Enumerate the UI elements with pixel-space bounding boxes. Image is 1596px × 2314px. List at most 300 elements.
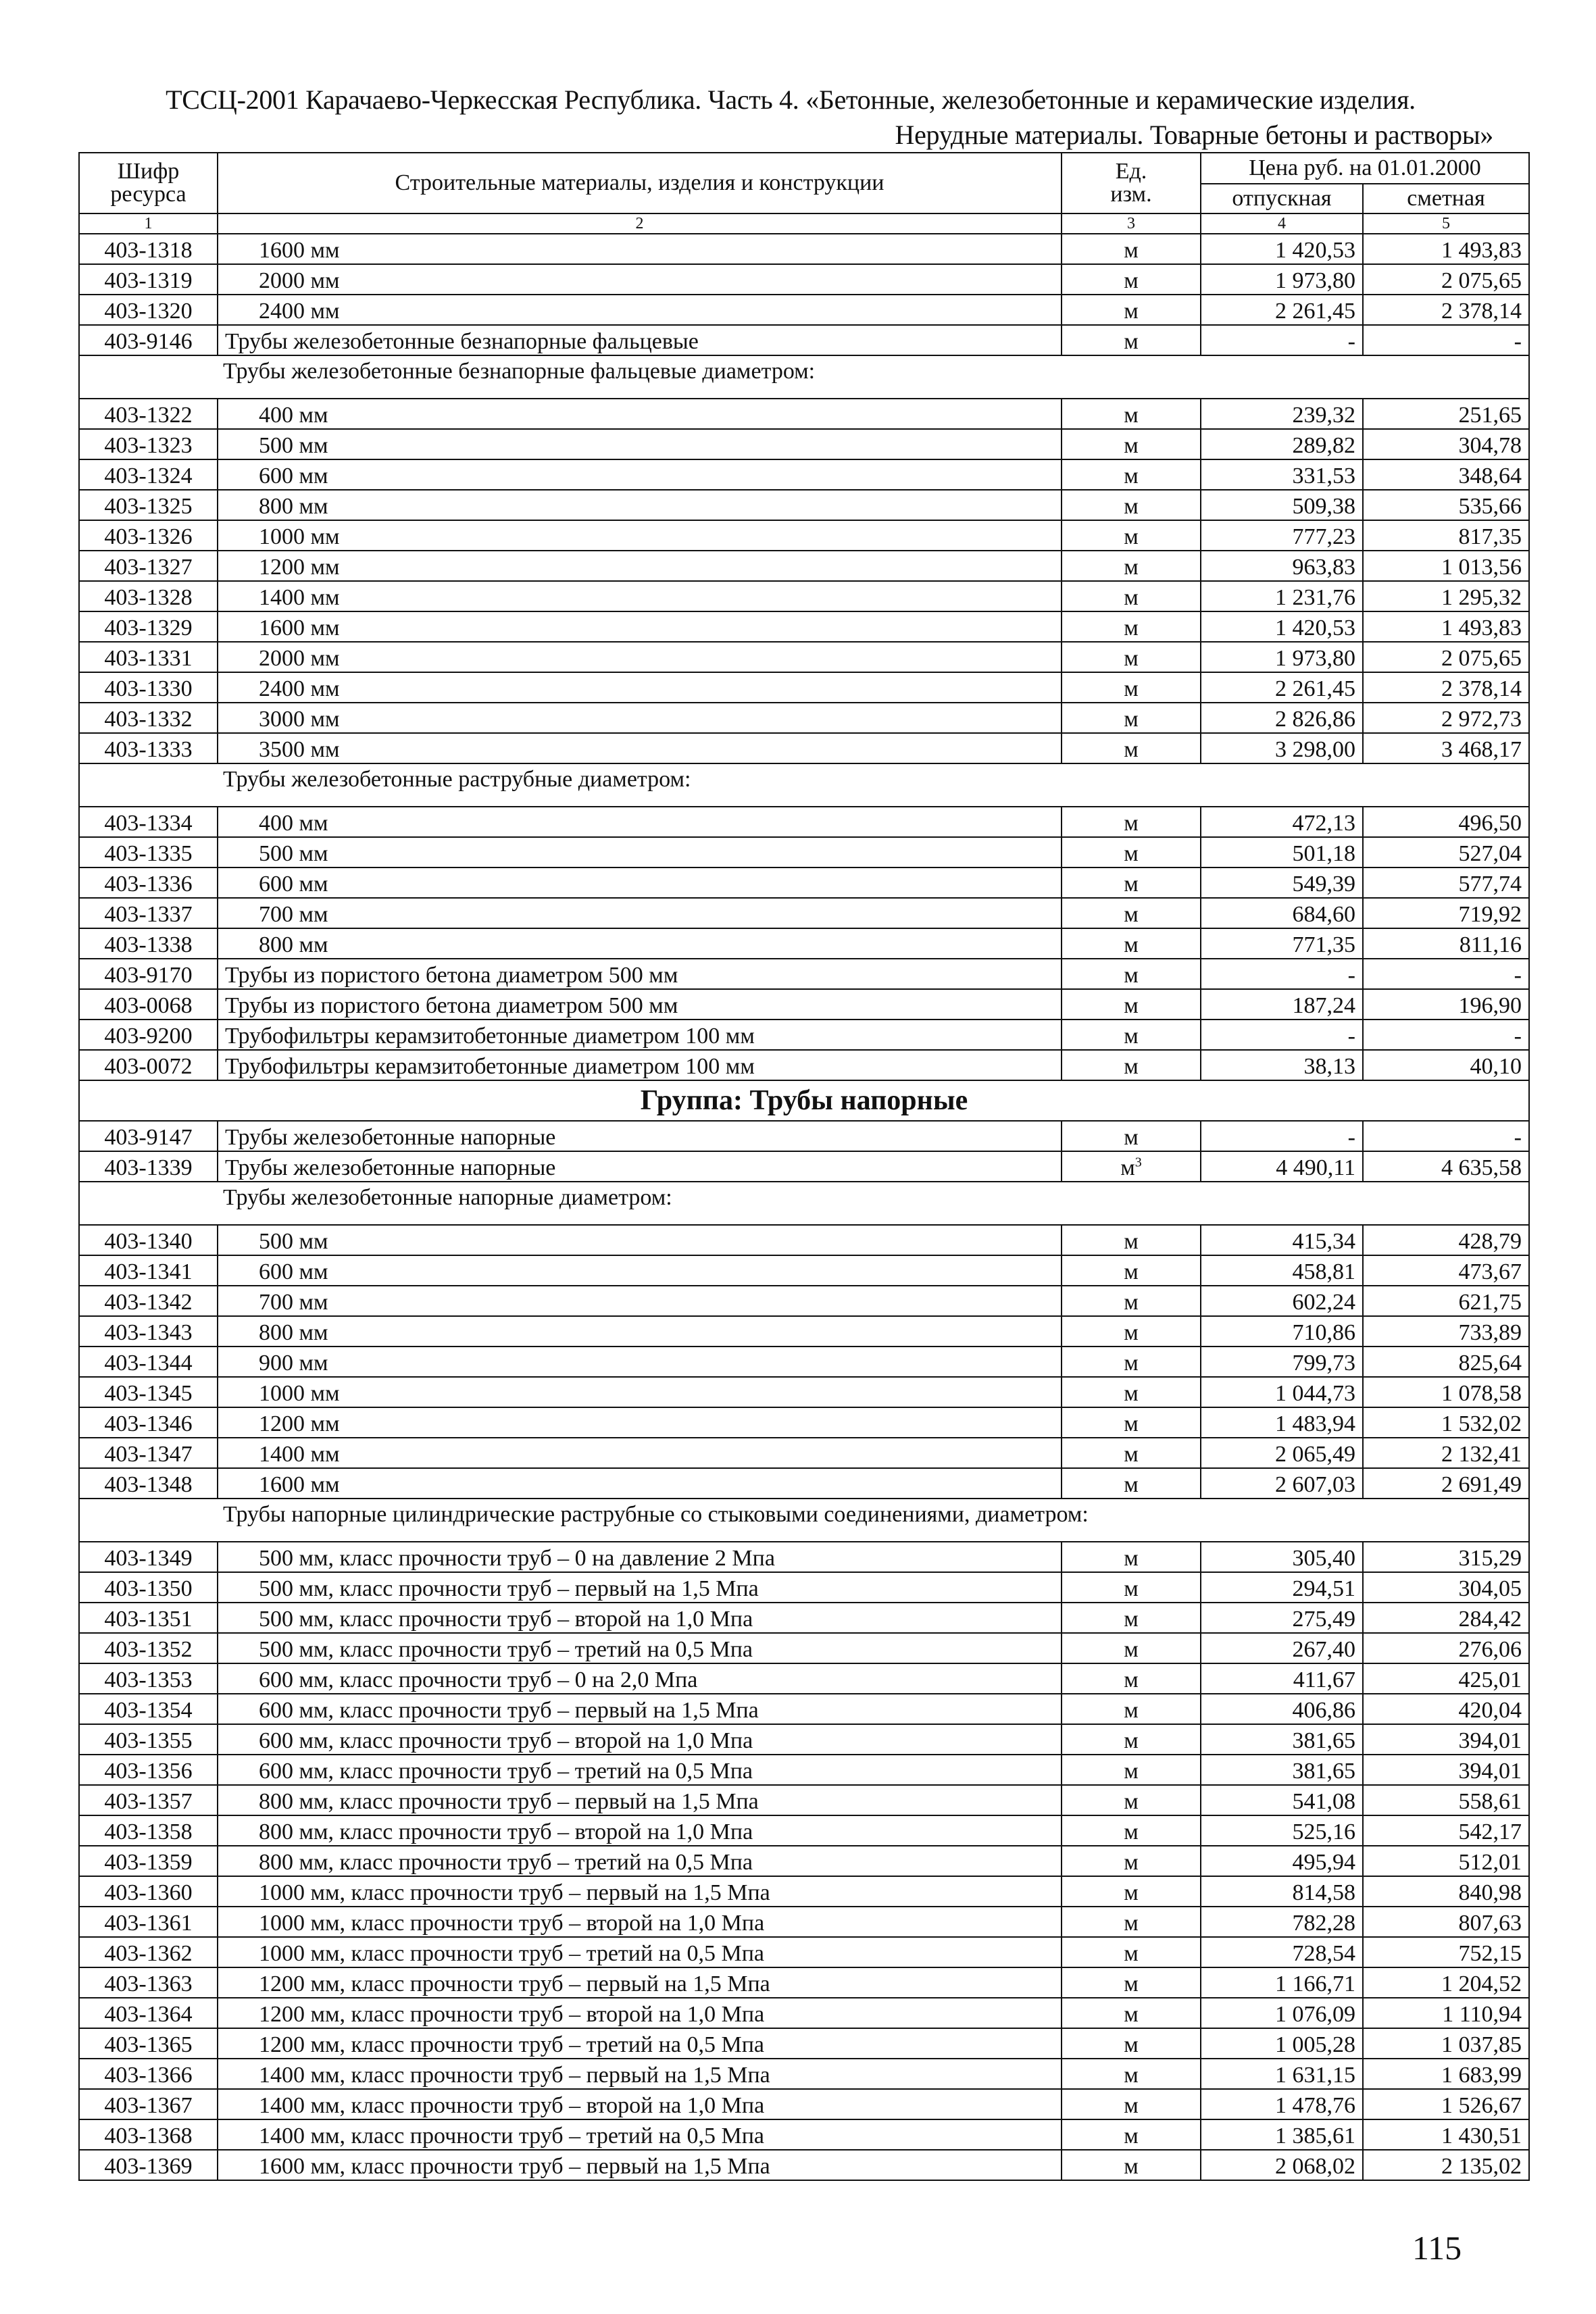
estimate-price: 40,10 — [1363, 1050, 1529, 1080]
resource-code: 403-1360 — [79, 1876, 218, 1907]
unit-text: м — [1124, 1290, 1139, 1315]
material-name: 2400 мм — [218, 295, 1062, 325]
material-name: 500 мм, класс прочности труб – первый на 1,5 Мпа — [218, 1572, 1062, 1603]
material-name: 1600 мм — [218, 1468, 1062, 1499]
material-name: 1000 мм, класс прочности труб – второй на 1,0 Мпа — [218, 1907, 1062, 1937]
material-name: 600 мм, класс прочности труб – третий на 0,5 Мпа — [218, 1755, 1062, 1785]
material-name: 1000 мм, класс прочности труб – первый на 1,5 Мпа — [218, 1876, 1062, 1907]
table-row — [79, 1633, 1529, 1663]
material-name: 1000 мм — [218, 1377, 1062, 1407]
unit-of-measure — [1062, 1755, 1201, 1785]
table-row — [79, 672, 1529, 703]
unit-of-measure — [1062, 898, 1201, 928]
estimate-price: 811,16 — [1363, 928, 1529, 959]
material-name: 1200 мм, класс прочности труб – третий на 0,5 Мпа — [218, 2028, 1062, 2059]
table-row — [79, 2150, 1529, 2180]
release-price: 684,60 — [1201, 898, 1363, 928]
unit-of-measure — [1062, 551, 1201, 581]
resource-code: 403-1365 — [79, 2028, 218, 2059]
estimate-price: 542,17 — [1363, 1815, 1529, 1846]
price-table — [78, 152, 1530, 2181]
unit-text: м — [1124, 238, 1139, 263]
unit-text: м — [1124, 872, 1139, 897]
column-header-name: Строительные материалы, изделия и конструкции — [218, 153, 1062, 213]
release-price: 381,65 — [1201, 1755, 1363, 1785]
column-header-estimate-price: сметная — [1363, 184, 1529, 213]
resource-code: 403-1318 — [79, 234, 218, 264]
material-name: 600 мм, класс прочности труб – второй на 1,0 Мпа — [218, 1724, 1062, 1755]
release-price: 799,73 — [1201, 1347, 1363, 1377]
estimate-price: - — [1363, 959, 1529, 989]
table-row — [79, 1542, 1529, 1572]
unit-of-measure — [1062, 928, 1201, 959]
table-row — [79, 1785, 1529, 1815]
estimate-price: 1 037,85 — [1363, 2028, 1529, 2059]
estimate-price: 512,01 — [1363, 1846, 1529, 1876]
material-name: Трубы из пористого бетона диаметром 500 мм — [218, 959, 1062, 989]
resource-code: 403-1348 — [79, 1468, 218, 1499]
unit-text: м — [1124, 1759, 1139, 1784]
resource-code: 403-1339 — [79, 1151, 218, 1182]
table-row — [79, 2089, 1529, 2119]
resource-code: 403-1346 — [79, 1407, 218, 1438]
estimate-price: 4 635,58 — [1363, 1151, 1529, 1182]
group-row — [79, 1080, 1529, 1121]
resource-code: 403-1319 — [79, 264, 218, 295]
unit-of-measure — [1062, 837, 1201, 867]
estimate-price: 473,67 — [1363, 1255, 1529, 1286]
table-row — [79, 1377, 1529, 1407]
estimate-price: 733,89 — [1363, 1316, 1529, 1347]
resource-code: 403-1324 — [79, 459, 218, 490]
release-price: 1 005,28 — [1201, 2028, 1363, 2059]
estimate-price: 807,63 — [1363, 1907, 1529, 1937]
release-price: 187,24 — [1201, 989, 1363, 1020]
resource-code: 403-1338 — [79, 928, 218, 959]
unit-text: м — [1124, 811, 1139, 836]
estimate-price: 2 075,65 — [1363, 264, 1529, 295]
material-name: 1200 мм, класс прочности труб – второй на 1,0 Мпа — [218, 1998, 1062, 2028]
estimate-price: 304,05 — [1363, 1572, 1529, 1603]
unit-of-measure — [1062, 2059, 1201, 2089]
material-name: 900 мм — [218, 1347, 1062, 1377]
material-name: 2000 мм — [218, 264, 1062, 295]
estimate-price: 2 075,65 — [1363, 642, 1529, 672]
material-name: 1000 мм — [218, 520, 1062, 551]
unit-text: м — [1124, 1576, 1139, 1601]
material-name: 600 мм, класс прочности труб – первый на 1,5 Мпа — [218, 1694, 1062, 1724]
subheading-row — [79, 1182, 1529, 1225]
unit-of-measure — [1062, 703, 1201, 733]
table-row — [79, 1316, 1529, 1347]
estimate-price: 1 110,94 — [1363, 1998, 1529, 2028]
release-price: 501,18 — [1201, 837, 1363, 867]
table-row — [79, 1967, 1529, 1998]
material-name: 1400 мм — [218, 1438, 1062, 1468]
unit-text: м — [1124, 1789, 1139, 1814]
resource-code: 403-1359 — [79, 1846, 218, 1876]
release-price: 2 261,45 — [1201, 672, 1363, 703]
material-name: 1600 мм — [218, 611, 1062, 642]
resource-code: 403-1323 — [79, 429, 218, 459]
resource-code: 403-1336 — [79, 867, 218, 898]
resource-code: 403-1363 — [79, 1967, 218, 1998]
material-name: Трубы железобетонные напорные — [218, 1151, 1062, 1182]
subheading-text: Трубы напорные цилиндрические раструбные со стыковыми соединениями, диаметром: — [79, 1499, 1529, 1542]
unit-of-measure — [1062, 807, 1201, 837]
estimate-price: 2 691,49 — [1363, 1468, 1529, 1499]
document-title-line-1: ТССЦ-2001 Карачаево-Черкесская Республика. Часть 4. «Бетонные, железобетонные и керамические изделия. — [166, 84, 1416, 115]
resource-code: 403-1355 — [79, 1724, 218, 1755]
table-row — [79, 1020, 1529, 1050]
unit-of-measure — [1062, 1937, 1201, 1967]
release-price: 782,28 — [1201, 1907, 1363, 1937]
unit-text: м — [1124, 524, 1139, 549]
unit-text: м — [1124, 1351, 1139, 1376]
unit-of-measure — [1062, 234, 1201, 264]
release-price: 602,24 — [1201, 1286, 1363, 1316]
estimate-price: 719,92 — [1363, 898, 1529, 928]
table-row — [79, 837, 1529, 867]
material-name: 500 мм, класс прочности труб – 0 на давление 2 Мпа — [218, 1542, 1062, 1572]
unit-text: м — [1124, 1850, 1139, 1875]
unit-of-measure — [1062, 1694, 1201, 1724]
unit-of-measure — [1062, 2150, 1201, 2180]
unit-of-measure — [1062, 399, 1201, 429]
table-row — [79, 520, 1529, 551]
material-name: Трубы из пористого бетона диаметром 500 мм — [218, 989, 1062, 1020]
subheading-row — [79, 355, 1529, 399]
estimate-price: 1 526,67 — [1363, 2089, 1529, 2119]
estimate-price: 1 078,58 — [1363, 1377, 1529, 1407]
table-row — [79, 928, 1529, 959]
estimate-price: 2 378,14 — [1363, 295, 1529, 325]
unit-of-measure — [1062, 1724, 1201, 1755]
column-header-unit — [1062, 153, 1201, 213]
material-name: 700 мм — [218, 1286, 1062, 1316]
resource-code: 403-1334 — [79, 807, 218, 837]
estimate-price: 348,64 — [1363, 459, 1529, 490]
material-name: 2000 мм — [218, 642, 1062, 672]
unit-text: м — [1124, 1381, 1139, 1406]
release-price: 2 068,02 — [1201, 2150, 1363, 2180]
unit-of-measure — [1062, 459, 1201, 490]
column-header-release-price: отпускная — [1201, 184, 1363, 213]
unit-text: м — [1124, 1411, 1139, 1436]
table-row — [79, 1907, 1529, 1937]
release-price: 275,49 — [1201, 1603, 1363, 1633]
group-heading: Группа: Трубы напорные — [79, 1080, 1529, 1121]
unit-text: м — [1124, 2063, 1139, 2088]
material-name: 2400 мм — [218, 672, 1062, 703]
table-body — [79, 234, 1529, 2180]
unit-text: м — [1124, 2032, 1139, 2057]
resource-code: 403-1368 — [79, 2119, 218, 2150]
material-name: 1400 мм, класс прочности труб – второй на 1,0 Мпа — [218, 2089, 1062, 2119]
unit-of-measure — [1062, 989, 1201, 1020]
unit-of-measure — [1062, 1603, 1201, 1633]
material-name: 800 мм — [218, 490, 1062, 520]
unit-text: м — [1124, 1941, 1139, 1966]
estimate-price: 2 135,02 — [1363, 2150, 1529, 2180]
release-price: 728,54 — [1201, 1937, 1363, 1967]
resource-code: 403-1328 — [79, 581, 218, 611]
resource-code: 403-9200 — [79, 1020, 218, 1050]
estimate-price: 251,65 — [1363, 399, 1529, 429]
unit-of-measure — [1062, 1286, 1201, 1316]
material-name: 500 мм — [218, 1225, 1062, 1255]
column-header-code-line2: ресурса — [110, 182, 186, 207]
column-header-unit-line2: изм. — [1110, 182, 1152, 207]
column-header-price-group: Цена руб. на 01.01.2000 — [1201, 153, 1529, 184]
subheading-text: Трубы железобетонные раструбные диаметром: — [79, 763, 1529, 807]
table-row — [79, 399, 1529, 429]
column-number-row — [79, 213, 1529, 234]
release-price: 38,13 — [1201, 1050, 1363, 1080]
column-header-code — [79, 153, 218, 213]
unit-of-measure — [1062, 1050, 1201, 1080]
subheading-text: Трубы железобетонные безнапорные фальцевые диаметром: — [79, 355, 1529, 399]
material-name: 500 мм — [218, 837, 1062, 867]
estimate-price: - — [1363, 1121, 1529, 1151]
estimate-price: 527,04 — [1363, 837, 1529, 867]
unit-of-measure — [1062, 611, 1201, 642]
unit-of-measure — [1062, 1663, 1201, 1694]
estimate-price: 1 493,83 — [1363, 611, 1529, 642]
release-price: 289,82 — [1201, 429, 1363, 459]
unit-superscript: 3 — [1134, 1155, 1142, 1170]
table-row — [79, 1815, 1529, 1846]
table-row — [79, 295, 1529, 325]
estimate-price: 394,01 — [1363, 1755, 1529, 1785]
unit-of-measure — [1062, 1121, 1201, 1151]
unit-text: м — [1124, 299, 1139, 324]
unit-text: м — [1124, 1546, 1139, 1571]
unit-text: м — [1124, 1667, 1139, 1692]
material-name: 500 мм, класс прочности труб – третий на 0,5 Мпа — [218, 1633, 1062, 1663]
material-name: 800 мм, класс прочности труб – третий на 0,5 Мпа — [218, 1846, 1062, 1876]
table-row — [79, 1755, 1529, 1785]
release-price: 1 166,71 — [1201, 1967, 1363, 1998]
unit-text: м — [1124, 902, 1139, 927]
release-price: 963,83 — [1201, 551, 1363, 581]
release-price: 1 483,94 — [1201, 1407, 1363, 1438]
material-name: 1400 мм, класс прочности труб – первый на 1,5 Мпа — [218, 2059, 1062, 2089]
resource-code: 403-1366 — [79, 2059, 218, 2089]
estimate-price: 1 532,02 — [1363, 1407, 1529, 1438]
release-price: 814,58 — [1201, 1876, 1363, 1907]
unit-of-measure — [1062, 1542, 1201, 1572]
resource-code: 403-1327 — [79, 551, 218, 581]
unit-of-measure — [1062, 295, 1201, 325]
material-name: 600 мм — [218, 867, 1062, 898]
unit-text: м — [1124, 1911, 1139, 1936]
unit-text: м — [1124, 1637, 1139, 1662]
unit-of-measure — [1062, 1815, 1201, 1846]
material-name: 600 мм — [218, 459, 1062, 490]
page-number: 115 — [1412, 2229, 1462, 2267]
estimate-price: 315,29 — [1363, 1542, 1529, 1572]
release-price: 305,40 — [1201, 1542, 1363, 1572]
release-price: 1 631,15 — [1201, 2059, 1363, 2089]
material-name: 400 мм — [218, 807, 1062, 837]
table-row — [79, 1663, 1529, 1694]
release-price: 381,65 — [1201, 1724, 1363, 1755]
unit-text: м — [1124, 841, 1139, 866]
table-row — [79, 325, 1529, 355]
unit-text: м — [1124, 433, 1139, 458]
table-header — [79, 153, 1529, 234]
table-row — [79, 1050, 1529, 1080]
resource-code: 403-1344 — [79, 1347, 218, 1377]
table-row — [79, 1694, 1529, 1724]
unit-of-measure — [1062, 1967, 1201, 1998]
unit-text: м — [1124, 403, 1139, 428]
material-name: 3500 мм — [218, 733, 1062, 763]
release-price: 2 826,86 — [1201, 703, 1363, 733]
unit-of-measure — [1062, 642, 1201, 672]
table-row — [79, 490, 1529, 520]
unit-text: м — [1124, 1125, 1139, 1150]
resource-code: 403-1335 — [79, 837, 218, 867]
estimate-price: 428,79 — [1363, 1225, 1529, 1255]
estimate-price: 1 295,32 — [1363, 581, 1529, 611]
table-row — [79, 264, 1529, 295]
material-name: 1000 мм, класс прочности труб – третий на 0,5 Мпа — [218, 1937, 1062, 1967]
unit-text: м — [1124, 555, 1139, 580]
estimate-price: - — [1363, 325, 1529, 355]
unit-of-measure — [1062, 1468, 1201, 1499]
release-price: 771,35 — [1201, 928, 1363, 959]
estimate-price: 1 683,99 — [1363, 2059, 1529, 2089]
table-row — [79, 898, 1529, 928]
material-name: 1600 мм, класс прочности труб – первый на 1,5 Мпа — [218, 2150, 1062, 2180]
unit-text: м — [1124, 2123, 1139, 2148]
table-row — [79, 581, 1529, 611]
release-price: 406,86 — [1201, 1694, 1363, 1724]
table-row — [79, 989, 1529, 1020]
unit-of-measure — [1062, 520, 1201, 551]
unit-of-measure — [1062, 1572, 1201, 1603]
estimate-price: 425,01 — [1363, 1663, 1529, 1694]
estimate-price: 840,98 — [1363, 1876, 1529, 1907]
subheading-text: Трубы железобетонные напорные диаметром: — [79, 1182, 1529, 1225]
resource-code: 403-1325 — [79, 490, 218, 520]
estimate-price: 1 493,83 — [1363, 234, 1529, 264]
material-name: 3000 мм — [218, 703, 1062, 733]
release-price: 525,16 — [1201, 1815, 1363, 1846]
resource-code: 403-1326 — [79, 520, 218, 551]
release-price: 2 607,03 — [1201, 1468, 1363, 1499]
material-name: 700 мм — [218, 898, 1062, 928]
unit-of-measure — [1062, 1438, 1201, 1468]
table-row — [79, 551, 1529, 581]
resource-code: 403-1345 — [79, 1377, 218, 1407]
table-row — [79, 959, 1529, 989]
document-title-line-2: Нерудные материалы. Товарные бетоны и растворы» — [895, 120, 1493, 150]
table-row — [79, 2059, 1529, 2089]
unit-text: м — [1124, 1728, 1139, 1753]
resource-code: 403-1367 — [79, 2089, 218, 2119]
column-number: 3 — [1062, 213, 1201, 234]
resource-code: 403-1357 — [79, 1785, 218, 1815]
unit-text: м — [1124, 676, 1139, 701]
resource-code: 403-1333 — [79, 733, 218, 763]
estimate-price: 196,90 — [1363, 989, 1529, 1020]
material-name: 800 мм, класс прочности труб – первый на 1,5 Мпа — [218, 1785, 1062, 1815]
release-price: 2 065,49 — [1201, 1438, 1363, 1468]
resource-code: 403-1351 — [79, 1603, 218, 1633]
release-price: 1 076,09 — [1201, 1998, 1363, 2028]
unit-text: м — [1124, 2002, 1139, 2027]
table-row — [79, 733, 1529, 763]
table-row — [79, 1724, 1529, 1755]
table-row — [79, 1151, 1529, 1182]
release-price: 1 044,73 — [1201, 1377, 1363, 1407]
release-price: 1 973,80 — [1201, 642, 1363, 672]
estimate-price: 621,75 — [1363, 1286, 1529, 1316]
resource-code: 403-1342 — [79, 1286, 218, 1316]
unit-of-measure — [1062, 429, 1201, 459]
unit-text: м — [1124, 615, 1139, 640]
estimate-price: 2 378,14 — [1363, 672, 1529, 703]
unit-of-measure — [1062, 1876, 1201, 1907]
unit-text: м — [1120, 1155, 1135, 1180]
release-price: 1 385,61 — [1201, 2119, 1363, 2150]
table-row — [79, 1438, 1529, 1468]
release-price: 1 420,53 — [1201, 234, 1363, 264]
resource-code: 403-1358 — [79, 1815, 218, 1846]
release-price: 267,40 — [1201, 1633, 1363, 1663]
material-name: 800 мм, класс прочности труб – второй на 1,0 Мпа — [218, 1815, 1062, 1846]
material-name: 600 мм, класс прочности труб – 0 на 2,0 Мпа — [218, 1663, 1062, 1694]
estimate-price: 1 430,51 — [1363, 2119, 1529, 2150]
estimate-price: 304,78 — [1363, 429, 1529, 459]
estimate-price: - — [1363, 1020, 1529, 1050]
table-row — [79, 1998, 1529, 2028]
material-name: 800 мм — [218, 928, 1062, 959]
resource-code: 403-1330 — [79, 672, 218, 703]
resource-code: 403-1354 — [79, 1694, 218, 1724]
release-price: 1 420,53 — [1201, 611, 1363, 642]
column-number: 4 — [1201, 213, 1363, 234]
unit-text: м — [1124, 993, 1139, 1018]
table-row — [79, 459, 1529, 490]
release-price: 4 490,11 — [1201, 1151, 1363, 1182]
resource-code: 403-1332 — [79, 703, 218, 733]
release-price: 294,51 — [1201, 1572, 1363, 1603]
unit-of-measure — [1062, 2089, 1201, 2119]
unit-text: м — [1124, 1698, 1139, 1723]
table-row — [79, 1603, 1529, 1633]
table-row — [79, 2119, 1529, 2150]
subheading-row — [79, 1499, 1529, 1542]
release-price: - — [1201, 1121, 1363, 1151]
unit-text: м — [1124, 1024, 1139, 1049]
resource-code: 403-1364 — [79, 1998, 218, 2028]
release-price: 472,13 — [1201, 807, 1363, 837]
unit-text: м — [1124, 1607, 1139, 1632]
unit-of-measure — [1062, 1785, 1201, 1815]
unit-text: м — [1124, 268, 1139, 293]
resource-code: 403-9170 — [79, 959, 218, 989]
release-price: 1 973,80 — [1201, 264, 1363, 295]
release-price: - — [1201, 325, 1363, 355]
unit-of-measure — [1062, 867, 1201, 898]
estimate-price: 558,61 — [1363, 1785, 1529, 1815]
estimate-price: 2 132,41 — [1363, 1438, 1529, 1468]
table-row — [79, 1255, 1529, 1286]
